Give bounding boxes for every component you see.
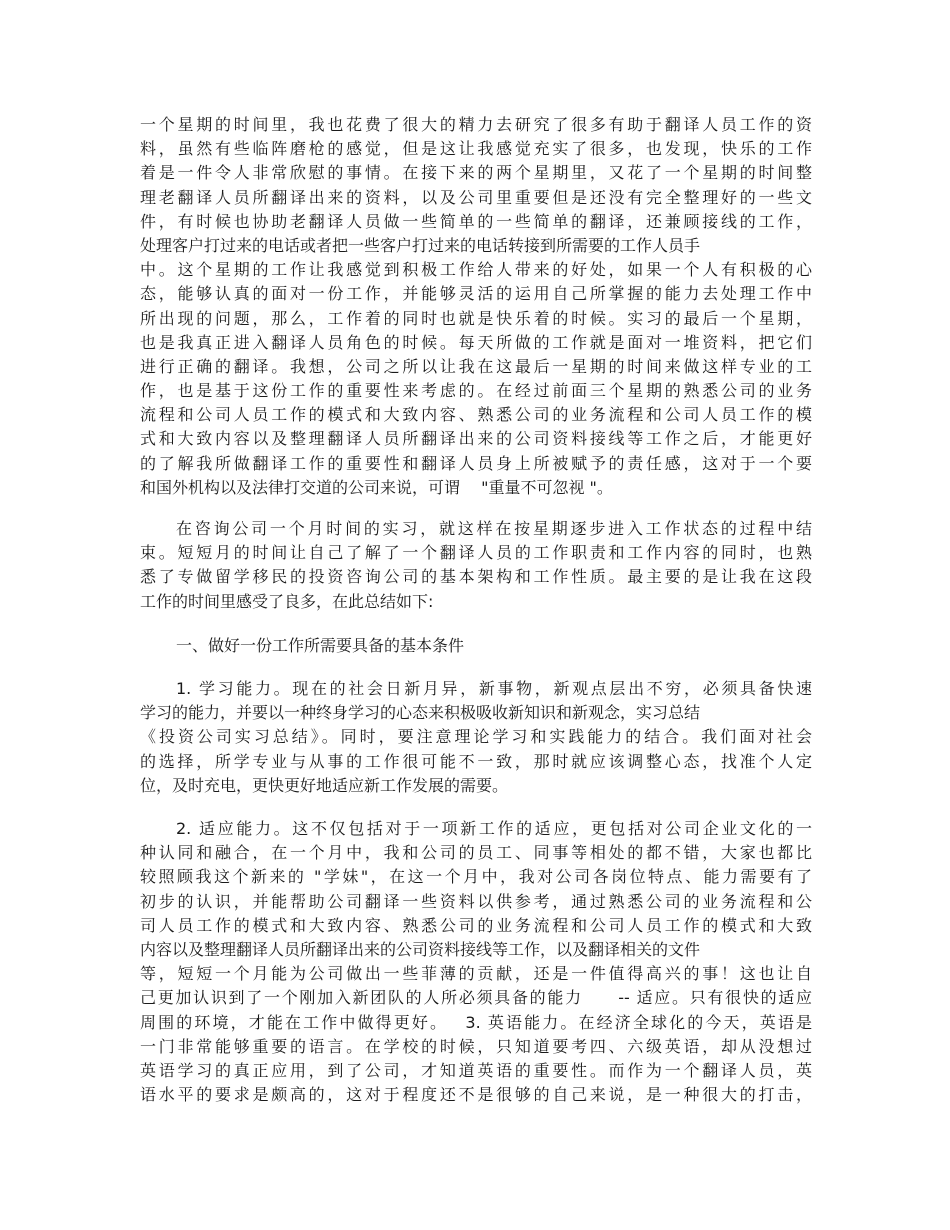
text-line: 较照顾我这个新来的 "学妹"，在这一个月中，我对公司各岗位特点、能力需要有了 [140,867,812,887]
text-line: 料，虽然有些临阵磨枪的感觉，但是这让我感觉充实了很多，也发现，快乐的工作 [140,139,812,159]
text-line: 中。这个星期的工作让我感觉到积极工作给人带来的好处，如果一个人有积极的心 [140,260,812,280]
text-line: 的了解我所做翻译工作的重要性和翻译人员身上所被赋予的责任感，这对于一个要 [140,453,812,473]
text-line: 1. 学习能力。现在的社会日新月异，新事物，新观点层出不穷，必须具备快速 [176,679,812,698]
text-line: 等，短短一个月能为公司做出一些菲薄的贡献，还是一件值得高兴的事！这也让自 [140,964,812,984]
text-line: 处理客户打过来的电话或者把一些客户打过来的电话转接到所需要的工作人员手 [140,235,701,255]
text-line: 司人员工作的模式和大致内容、熟悉公司的业务流程和公司人员工作的模式和大致 [140,915,812,935]
text-line: 《投资公司实习总结》。同时，要注意理论学习和实践能力的结合。我们面对社会 [140,727,812,747]
text-line: 进行正确的翻译。我想，公司之所以让我在这最后一星期的时间来做这样专业的工 [140,356,812,376]
text-line: 英语学习的真正应用，到了公司，才知道英语的重要性。而作为一个翻译人员，英 [140,1060,812,1080]
text-line: 着是一件令人非常欣慰的事情。在接下来的两个星期里，又花了一个星期的时间整 [140,163,812,183]
text-line: 束。短短月的时间让自己了解了一个翻译人员的工作职责和工作内容的同时，也熟 [140,543,812,563]
text-line: 初步的认识，并能帮助公司翻译一些资料以供参考，通过熟悉公司的业务流程和公 [140,891,812,911]
text-line: 种认同和融合，在一个月中，我和公司的员工、同事等相处的都不错，大家也都比 [140,843,812,863]
text-line: 理老翻译人员所翻译出来的资料，以及公司里重要但是还没有完全整理好的一些文 [140,187,812,207]
text-line: 语水平的要求是颇高的，这对于程度还不是很够的自己来说，是一种很大的打击， [140,1085,812,1105]
paragraph-2 [140,517,812,614]
text-line: 态，能够认真的面对一份工作，并能够灵活的运用自己所掌握的能力去处理工作中 [140,284,812,304]
text-line: 2. 适应能力。这不仅包括对于一项新工作的适应，更包括对公司企业文化的一 [176,819,812,838]
text-line: 流程和公司人员工作的模式和大致内容、熟悉公司的业务流程和公司人员工作的模 [140,405,812,425]
text-line: 的选择，所学专业与从事的工作很可能不一致，那时就应该调整心态，找准个人定 [140,751,812,771]
text-line: 和国外机构以及法律打交道的公司来说，可谓 "重量不可忽视 "。 [140,477,613,497]
text-line: 己更加认识到了一个刚加入新团队的人所必须具备的能力 -- 适应。只有很快的适应 [140,988,812,1008]
text-line: 式和大致内容以及整理翻译人员所翻译出来的公司资料接线等工作之后，才能更好 [140,429,812,449]
text-line: 周围的环境，才能在工作中做得更好。 3. 英语能力。在经济全球化的今天，英语是 [140,1012,812,1032]
text-line: 一个星期的时间里，我也花费了很大的精力去研究了很多有助于翻译人员工作的资 [140,115,812,134]
paragraph-adaptability [140,817,812,1107]
text-line: 一门非常能够重要的语言。在学校的时候，只知道要考四、六级英语，却从没想过 [140,1036,812,1056]
text-line: 学习的能力，并要以一种终身学习的心态来积极吸收新知识和新观念，实习总结 [140,703,701,723]
paragraph-1 [140,113,812,500]
text-line: 在咨询公司一个月时间的实习，就这样在按星期逐步进入工作状态的过程中结 [176,519,812,538]
text-line: 内容以及整理翻译人员所翻译出来的公司资料接线等工作，以及翻译相关的文件 [140,939,701,959]
text-line: 也是我真正进入翻译人员角色的时候。每天所做的工作就是面对一堆资料，把它们 [140,332,812,352]
text-line: 悉了专做留学移民的投资咨询公司的基本架构和工作性质。最主要的是让我在这段 [140,567,812,587]
section-heading [140,634,812,658]
text-line: 所出现的问题，那么，工作着的同时也就是快乐着的时候。实习的最后一个星期， [140,308,812,328]
text-line: 件，有时候也协助老翻译人员做一些简单的一些简单的翻译，还兼顾接线的工作， [140,211,812,231]
paragraph-learning-ability [140,677,812,798]
text-line: 作，也是基于这份工作的重要性来考虑的。在经过前面三个星期的熟悉公司的业务 [140,381,812,401]
text-line: 一、做好一份工作所需要具备的基本条件 [176,636,465,655]
text-line: 工作的时间里感受了良多，在此总结如下: [140,591,434,611]
text-line: 位，及时充电，更快更好地适应新工作发展的需要。 [140,775,509,795]
